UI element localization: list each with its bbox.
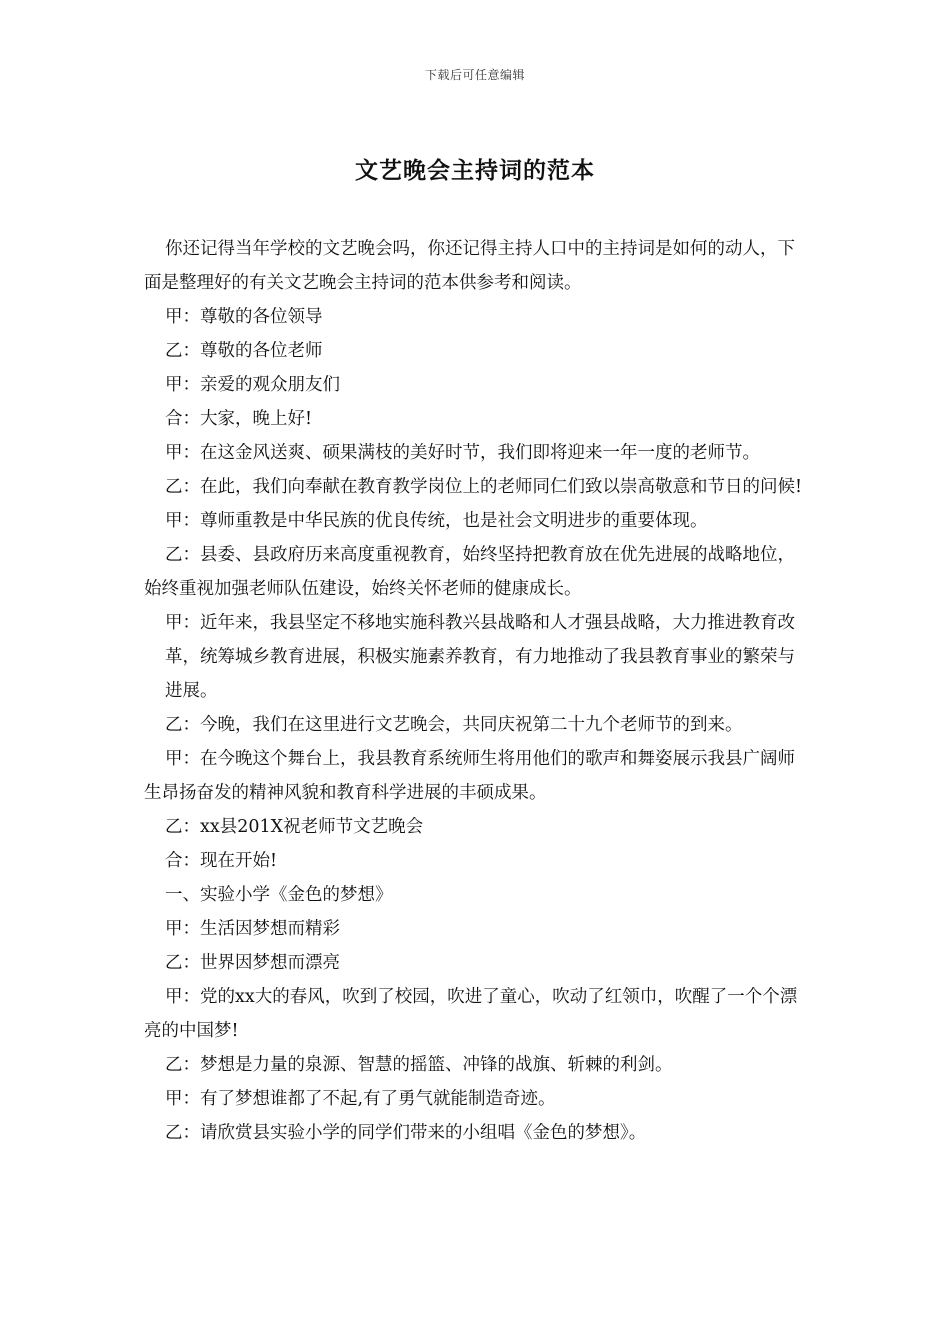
paragraph: 乙：县委、县政府历来高度重视教育，始终坚持把教育放在优先进展的战略地位，始终重视加强老师队伍建设，始终关怀老师的健康成长。: [144, 545, 795, 599]
paragraph: 合：大家，晚上好!: [165, 409, 313, 429]
document-title: 文艺晚会主持词的范本: [355, 157, 595, 184]
paragraph: 乙：请欣赏县实验小学的同学们带来的小组唱《金色的梦想》。: [165, 1123, 647, 1143]
paragraph: 甲：生活因梦想而精彩: [165, 919, 340, 939]
paragraph: 甲：尊师重教是中华民族的优良传统，也是社会文明进步的重要体现。: [165, 511, 708, 531]
paragraph: 甲：在这金风送爽、硕果满枝的美好时节，我们即将迎来一年一度的老师节。: [165, 443, 760, 463]
paragraph: 乙：xx县201X祝老师节文艺晚会: [165, 817, 424, 837]
paragraph: 乙：在此，我们向奉献在教育教学岗位上的老师同仁们致以崇高敬意和节日的问候!: [165, 477, 803, 497]
paragraph: 甲：尊敬的各位领导: [165, 307, 323, 327]
paragraph: 甲：党的xx大的春风，吹到了校园，吹进了童心，吹动了红领巾，吹醒了一个个漂亮的中国梦!: [144, 987, 798, 1041]
document-body: [144, 232, 810, 1150]
paragraph: 甲：近年来，我县坚定不移地实施科教兴县战略和人才强县战略，大力推进教育改革，统筹城乡教育进展，积极实施素养教育，有力地推动了我县教育事业的繁荣与进展。: [165, 613, 795, 701]
paragraph: 乙：世界因梦想而漂亮: [165, 953, 340, 973]
paragraph: 一、实验小学《金色的梦想》: [165, 885, 393, 905]
paragraph: 甲：有了梦想谁都了不起,有了勇气就能制造奇迹。: [165, 1089, 556, 1109]
paragraph: 乙：梦想是力量的泉源、智慧的摇篮、冲锋的战旗、斩棘的利剑。: [165, 1055, 673, 1075]
paragraph-intro: 你还记得当年学校的文艺晚会吗，你还记得主持人口中的主持词是如何的动人，下面是整理好的有关文艺晚会主持词的范本供参考和阅读。: [144, 239, 795, 293]
header-note: 下载后可任意编辑: [424, 68, 525, 82]
paragraph: 乙：尊敬的各位老师: [165, 341, 323, 361]
paragraph: 乙：今晚，我们在这里进行文艺晚会，共同庆祝第二十九个老师节的到来。: [165, 715, 743, 735]
paragraph: 甲：亲爱的观众朋友们: [165, 375, 340, 395]
paragraph: 甲：在今晚这个舞台上，我县教育系统师生将用他们的歌声和舞姿展示我县广阔师生昂扬奋发的精神风貌和教育科学进展的丰硕成果。: [144, 749, 795, 803]
paragraph: 合：现在开始!: [165, 851, 278, 871]
